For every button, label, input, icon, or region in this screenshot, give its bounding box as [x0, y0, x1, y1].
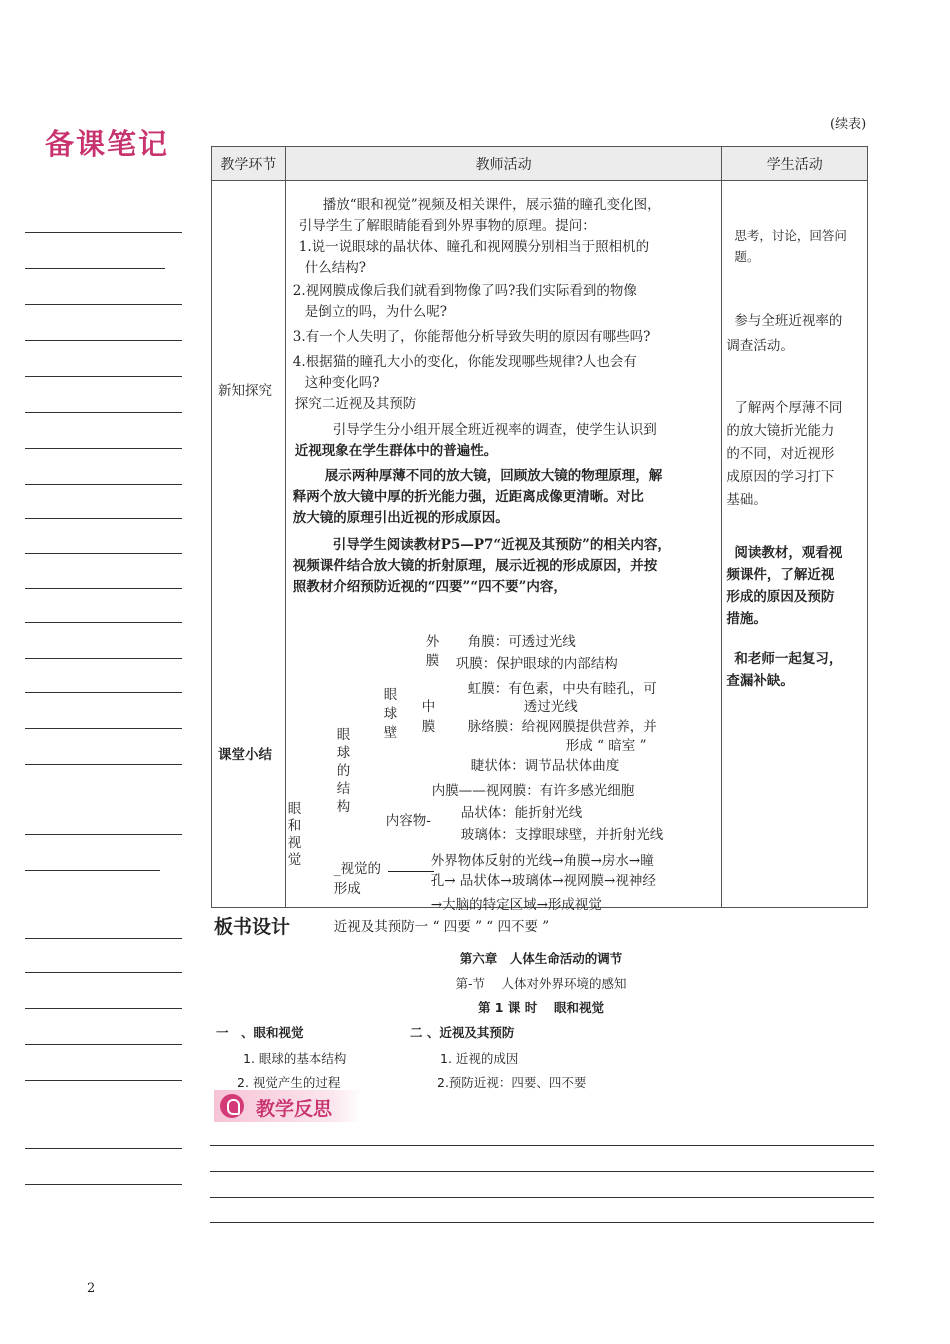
student-s3b: 的放大镜折光能力 [726, 423, 835, 439]
summary-iris-2: 透过光线 [523, 699, 578, 715]
teacher-q1a: 1.说一说眼球的晶状体、瞳孔和视网膜分别相当于照相机的 [298, 239, 650, 255]
summary-root: 眼 和 视 觉 [287, 801, 302, 868]
ear-icon [220, 1094, 244, 1118]
summary-ciliary: 睫状体：调节品状体曲度 [470, 758, 620, 774]
student-cell [722, 181, 868, 908]
summary-outer: 外 膜 [425, 634, 440, 669]
board-right-title: 二 、近视及其预防 [410, 1025, 515, 1040]
reflection-title: 教学反思 [256, 1098, 333, 1120]
summary-middle: 中 膜 [421, 699, 436, 735]
teacher-q4a: 4.根据猫的瞳孔大小的变化，你能发现哪些规律?人也会有 [292, 354, 637, 370]
stage-summary: 课堂小结 [218, 747, 272, 763]
student-s4c: 形成的原因及预防 [726, 589, 835, 605]
teacher-q2a: 2.视网膜成像后我们就看到物像了吗?我们实际看到的物像 [292, 283, 637, 299]
summary-sclera: 巩膜：保护眼球的内部结构 [455, 656, 618, 672]
summary-vitreous: 玻璃体：支撑眼球壁，并折射光线 [460, 827, 664, 843]
teacher-cell [285, 181, 722, 935]
board-section: 第-节 人体对外界环境的感知 [455, 976, 627, 991]
teacher-p2b: 近视现象在学生群体中的普遍性。 [294, 443, 498, 459]
teacher-q2b: 是倒立的吗，为什么呢? [304, 304, 448, 320]
teacher-p2a: 引导学生分小组开展全班近视率的调查，使学生认识到 [332, 422, 657, 438]
teacher-p1a: 播放“眼和视觉”视频及相关课件，展示猫的瞳孔变化图， [322, 197, 661, 213]
teacher-p1b: 引导学生了解眼睛能看到外界事物的原理。提问： [298, 218, 596, 234]
student-s3d: 成原因的学习打下 [726, 469, 835, 485]
summary-contents: 内容物- [385, 813, 431, 829]
header-student: 学生活动 [722, 147, 868, 181]
teacher-explore2: 探究二近视及其预防 [294, 396, 417, 412]
stage-explore: 新知探究 [218, 383, 272, 399]
board-right-item-1: 1. 近视的成因 [440, 1051, 519, 1066]
summary-choroid-2: 形成 “ 暗室 ” [565, 738, 647, 754]
summary-choroid-1: 脉络膜：给视网膜提供营养，并 [467, 719, 657, 735]
summary-vision-1: _视觉的 [333, 861, 382, 877]
sidebar-title: 备课笔记 [45, 127, 170, 161]
board-left-item-2: 2. 视觉产生的过程 [237, 1075, 341, 1090]
summary-path-2: 孔→ 品状体→玻璃体→视网膜→视神经 [430, 873, 656, 889]
student-s3a: 了解两个厚薄不同 [734, 400, 843, 416]
student-s1: 思考，讨论，回答问题。 [734, 228, 847, 264]
student-s3c: 的不同，对近视形 [726, 446, 835, 462]
summary-wall: 眼 球 壁 [383, 687, 398, 741]
teacher-q3: 3.有一个人失明了，你能帮他分析导致失明的原因有哪些吗? [292, 329, 651, 345]
stage-cell [212, 181, 286, 908]
summary-iris-1: 虹膜：有色素，中央有睦孔，可 [467, 681, 657, 697]
teacher-p3a: 展示两种厚薄不同的放大镜，回顾放大镜的物理原理，解 [324, 468, 663, 484]
table-header-row [212, 147, 868, 181]
summary-myopia: 近视及其预防一 “ 四要 ” “ 四不要 ” [333, 919, 550, 935]
board-chapter: 第六章 人体生命活动的调节 [459, 951, 623, 966]
teacher-p4a: 引导学生阅读教材P5—P7“近视及其预防”的相关内容， [332, 537, 671, 553]
header-teacher: 教师活动 [285, 147, 722, 181]
student-s3e: 基础。 [726, 492, 767, 508]
teacher-p3b: 释两个放大镜中厚的折光能力强，近距离成像更清晰。对比 [292, 489, 644, 505]
continued-label: (续表) [830, 117, 867, 132]
student-s4d: 措施。 [726, 611, 767, 627]
board-heading: 板书设计 [214, 916, 291, 938]
student-s4b: 频课件，了解近视 [726, 567, 835, 583]
student-activity [726, 225, 868, 692]
teacher-activity [293, 195, 718, 598]
board-left-item-1: 1. 眼球的基本结构 [243, 1051, 347, 1066]
teacher-p4b: 视频课件结合放大镜的折射原理，展示近视的形成原因，并按 [292, 558, 658, 574]
teacher-q1b: 什么结构? [304, 260, 367, 276]
summary-path-1: 外界物体反射的光线→角膜→房水→瞳 [430, 853, 654, 869]
summary-lens: 品状体：能折射光线 [460, 805, 583, 821]
board-lesson: 第 1 课 时 眼和视觉 [477, 1000, 605, 1015]
student-s2a: 参与全班近视率的 [734, 313, 843, 329]
summary-cornea: 角膜：可透过光线 [467, 634, 576, 650]
table-body-row [212, 181, 868, 908]
student-s5b: 查漏补缺。 [726, 673, 794, 689]
summary-vision-2: 形成 [333, 881, 361, 897]
summary-structure: 眼 球 的 结 构 [336, 727, 351, 815]
summary-path-3: →大脑的特定区域→形成视觉 [430, 897, 602, 913]
header-stage: 教学环节 [212, 147, 286, 181]
student-s5a: 和老师一起复习， [734, 651, 843, 667]
teacher-p3c: 放大镜的原理引出近视的形成原因。 [292, 510, 509, 526]
teacher-q4b: 这种变化吗? [304, 375, 380, 391]
board-right-item-2: 2.预防近视：四要、四不要 [437, 1075, 587, 1090]
summary-connector [388, 871, 434, 872]
board-left-title: 一 、眼和视觉 [216, 1025, 304, 1040]
reflection-badge [214, 1090, 362, 1122]
student-s2b: 调查活动。 [726, 338, 794, 354]
teacher-p4c: 照教材介绍预防近视的“四要”“四不要”内容， [292, 579, 567, 595]
summary-inner: 内膜——视网膜：有许多感光细胞 [431, 783, 635, 799]
student-s4a: 阅读教材，观看视 [734, 545, 843, 561]
page-number: 2 [87, 1281, 96, 1296]
